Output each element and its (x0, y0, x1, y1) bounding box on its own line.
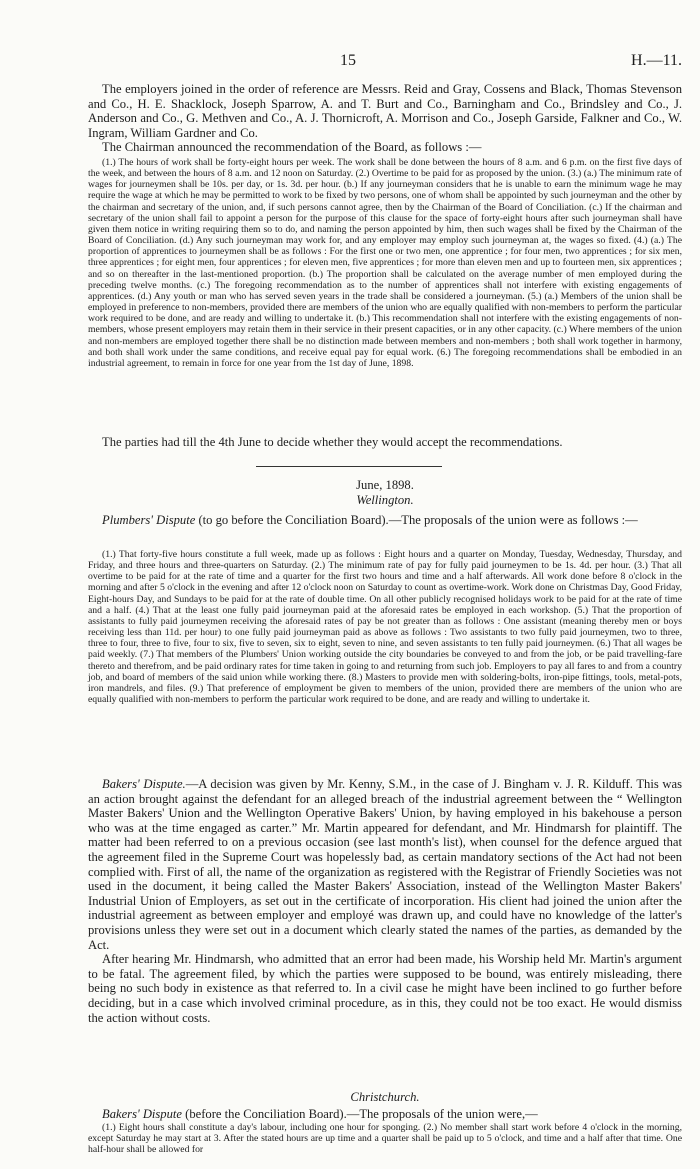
hindmarsh-paragraph: After hearing Mr. Hindmarsh, who admitted that an error had been made, his Worship held Mr. Martin's argument to be fatal. The agreement filed, by which the parties were supposed to be bound, was entirely misleading, there being no such body in existence as that referred to. In a civil case he might have been inclined to go further before deciding, but in a case which involved criminal procedure, as in this, they could not be too exact. He would dismiss the action without costs. (88, 952, 682, 1025)
place-heading-christchurch: Christchurch. (350, 1090, 420, 1104)
month-heading: June, 1898. (356, 478, 414, 492)
christchurch-bakers-section (88, 1107, 682, 1155)
plumbers-proposals-text: (1.) That forty-five hours constitute a full week, made up as follows : Eight hours and a quarter on Monday, Tuesday, Wednesday, Thursday, and Friday, and three hours and three-quarters on Saturday. (2.) The minimum rate of pay for fully paid journeymen to be 1s. 4d. per hour. (3.) That all overtime to be paid for at the rate of time and a quarter for the first two hours and time and a half afterwards. All work done before 8 o'clock in the morning and after 5 o'clock in the evening and after 12 o'clock noon on Saturday to count as overtime-work. Work done on Christmas Day, Good Friday, Eight-hours Day, and Sundays to be paid for at the rate of double time. On all other publicly recognised holidays work to be paid for at the rate of time and a half. (4.) That at the least one fully paid journeyman paid at the aforesaid rates be employed in each workshop. (5.) That the proportion of assistants to fully paid journeymen receiving the aforesaid rates of pay be not greater than as follows : One assistant (meaning thereby men or boys receiving less than 11d. per hour) to one fully paid journeyman paid as above as follows : Two assistants to two fully paid journeymen, two to three, three to four, three to five, four to six, five to seven, six to eight, seven to nine, and seven assistants to ten fully paid journeymen. (6.) That all wages be paid weekly. (7.) That members of the Plumbers' Union working outside the city boundaries be conveyed to and from the job, or be paid travelling-fare thereto and therefrom, and be paid ordinary rates for time taken in going to and returning from such job. Employers to pay all fares to and from a country job, and board of members of the said union while working there. (8.) Masters to provide men with soldering-bolts, iron-pipe fittings, tools, metal-pots, iron mandrels, and files. (9.) That preference of employment be given to members of the union, provided there are members of the union who are equally qualified with non-members to perform the particular work required to be done, and are ready and willing to undertake it. (88, 549, 682, 706)
plumbers-proposals-section (88, 549, 682, 705)
bakers-title: Bakers' Dispute. (102, 777, 186, 791)
plumbers-section (88, 513, 682, 528)
christchurch-bakers-title: Bakers' Dispute (102, 1107, 182, 1121)
june-heading-block (88, 478, 682, 507)
plumbers-title: Plumbers' Dispute (102, 513, 196, 527)
christchurch-bakers-proposals: (1.) Eight hours shall constitute a day's labour, including one hour for sponging. (2.) No member shall start work before 4 o'clock in the morning, except Saturday he may start at 3. After the stated hours are up time and a quarter shall be paid up to 5 o'clock, and time and a half after that time. One half-hour shall be allowed for (88, 1121, 682, 1155)
page-number: 15 (340, 52, 356, 69)
page-header (0, 52, 700, 72)
recommendation-section (88, 157, 682, 369)
document-reference: H.—11. (631, 52, 682, 69)
chairman-paragraph: The Chairman announced the recommendation of the Board, as follows :— (102, 140, 482, 155)
christchurch-heading-block (88, 1090, 682, 1105)
intro-section (88, 82, 682, 155)
wellington-bakers-section (88, 777, 682, 1025)
bakers-decision-paragraph: Bakers' Dispute.—A decision was given by Mr. Kenny, S.M., in the case of J. Bingham v. J. R. Kilduff. This was an action brought against the defendant for an alleged breach of the industrial agreement between the “ Wellington Master Bakers' Union and the Wellington Operative Bakers' Union, by having employed in his bakehouse a person who was at the time engaged as carter.” Mr. Martin appeared for defendant, and Mr. Hindmarsh for plaintiff. The matter had been referred to on a previous occasion (see last month's list), when counsel for the defence argued that the agreement filed in the Supreme Court was hopelessly bad, as certain mandatory sections of the Act had not been complied with. First of all, the name of the organization as registered with the Registrar of Friendly Societies was not used in the document, it being called the Master Bakers' Association, instead of the Wellington Master Bakers' Industrial Union of Employers, as set out in the certificate of incorporation. His client had joined the union after the industrial agreement as between employer and employé was drawn up, and could have no knowledge of the latter's provisions unless they were set out in a document which clearly stated the names of the parties, as demanded by the Act. (88, 777, 683, 952)
parties-paragraph: The parties had till the 4th June to decide whether they would accept the recommendations. (102, 435, 563, 449)
place-heading-wellington: Wellington. (356, 492, 414, 507)
plumbers-intro: Plumbers' Dispute (to go before the Conciliation Board).—The proposals of the union were as follows :— (102, 513, 638, 527)
christchurch-bakers-intro: Bakers' Dispute (before the Conciliation Board).—The proposals of the union were,— (102, 1107, 538, 1121)
recommendation-text: (1.) The hours of work shall be forty-eight hours per week. The work shall be done between the hours of 8 a.m. and 6 p.m. on the first five days of the week, and between the hours of 8 a.m. and 12 noon on Saturday. (2.) Overtime to be paid for as proposed by the union. (3.) (a.) The minimum rate of wages for journeymen shall be 10s. per day, or 1s. 3d. per hour. (b.) If any journeyman considers that he is unable to earn the minimum wage he may require the wage at which he may be permitted to work to be fixed by two persons, one of whom shall be appointed by such journeyman and the other by the chairman and secretary of the union, and, if such persons cannot agree, then by the Chairman of the Board of Conciliation. (c.) If the chairman and secretary of the union shall fail to appoint a person for the purpose of this clause for the space of forty-eight hours after such journeyman shall have given them notice in writing requiring them so to do, and naming the person appointed by him, then such wages shall be fixed by the Chairman of the Board of Conciliation. (d.) Any such journeyman may work for, and any employer may employ such journeyman at, the wages so fixed. (4.) (a.) The proportion of apprentices to journeymen shall be as follows : For the first one or two men, one apprentice ; for four men, two apprentices ; for six men, three apprentices ; for eight men, four apprentices ; for eleven men, five apprentices ; for more than eleven men and up to fourteen men, six apprentices ; and so on thereafter in the last-mentioned proportion. (b.) The proportion shall be calculated on the average number of men employed during the preceding twelve months. (c.) The foregoing recommendation as to the number of apprentices shall not interfere with existing engagements of apprentices. (d.) Any youth or man who has served seven years in the trade shall be considered a journeyman. (5.) (a.) Members of the union shall be employed in preference to non-members, provided there are members of the union who are equally qualified with non-members to perform the particular work required to be done, and are ready and willing to undertake it. (b.) This recommendation shall not interfere with the existing engagements of non-members, whose present employers may retain them in their service in their present capacities, or in any other capacity. (c.) Where members of the union and non-members are employed together there shall be no distinction made between members and non-members ; both shall work together in harmony, and both shall work under the same conditions, and receive equal pay for equal work. (6.) The foregoing recommendations shall be embodied in an industrial agreement, to remain in force for one year from the 1st day of June, 1898. (88, 157, 683, 369)
employers-paragraph: The employers joined in the order of reference are Messrs. Reid and Gray, Cossens and Black, Thomas Stevenson and Co., H. E. Shacklock, Joseph Sparrow, A. and T. Burt and Co., Barningham and Co., Brindsley and Co., J. Anderson and Co., G. Methven and Co., A. J. Thornicroft, A. Morrison and Co., Joseph Garside, Falkner and Co., W. Ingram, William Gardner and Co. (88, 82, 682, 140)
parties-section (88, 435, 682, 450)
section-divider (256, 466, 442, 467)
